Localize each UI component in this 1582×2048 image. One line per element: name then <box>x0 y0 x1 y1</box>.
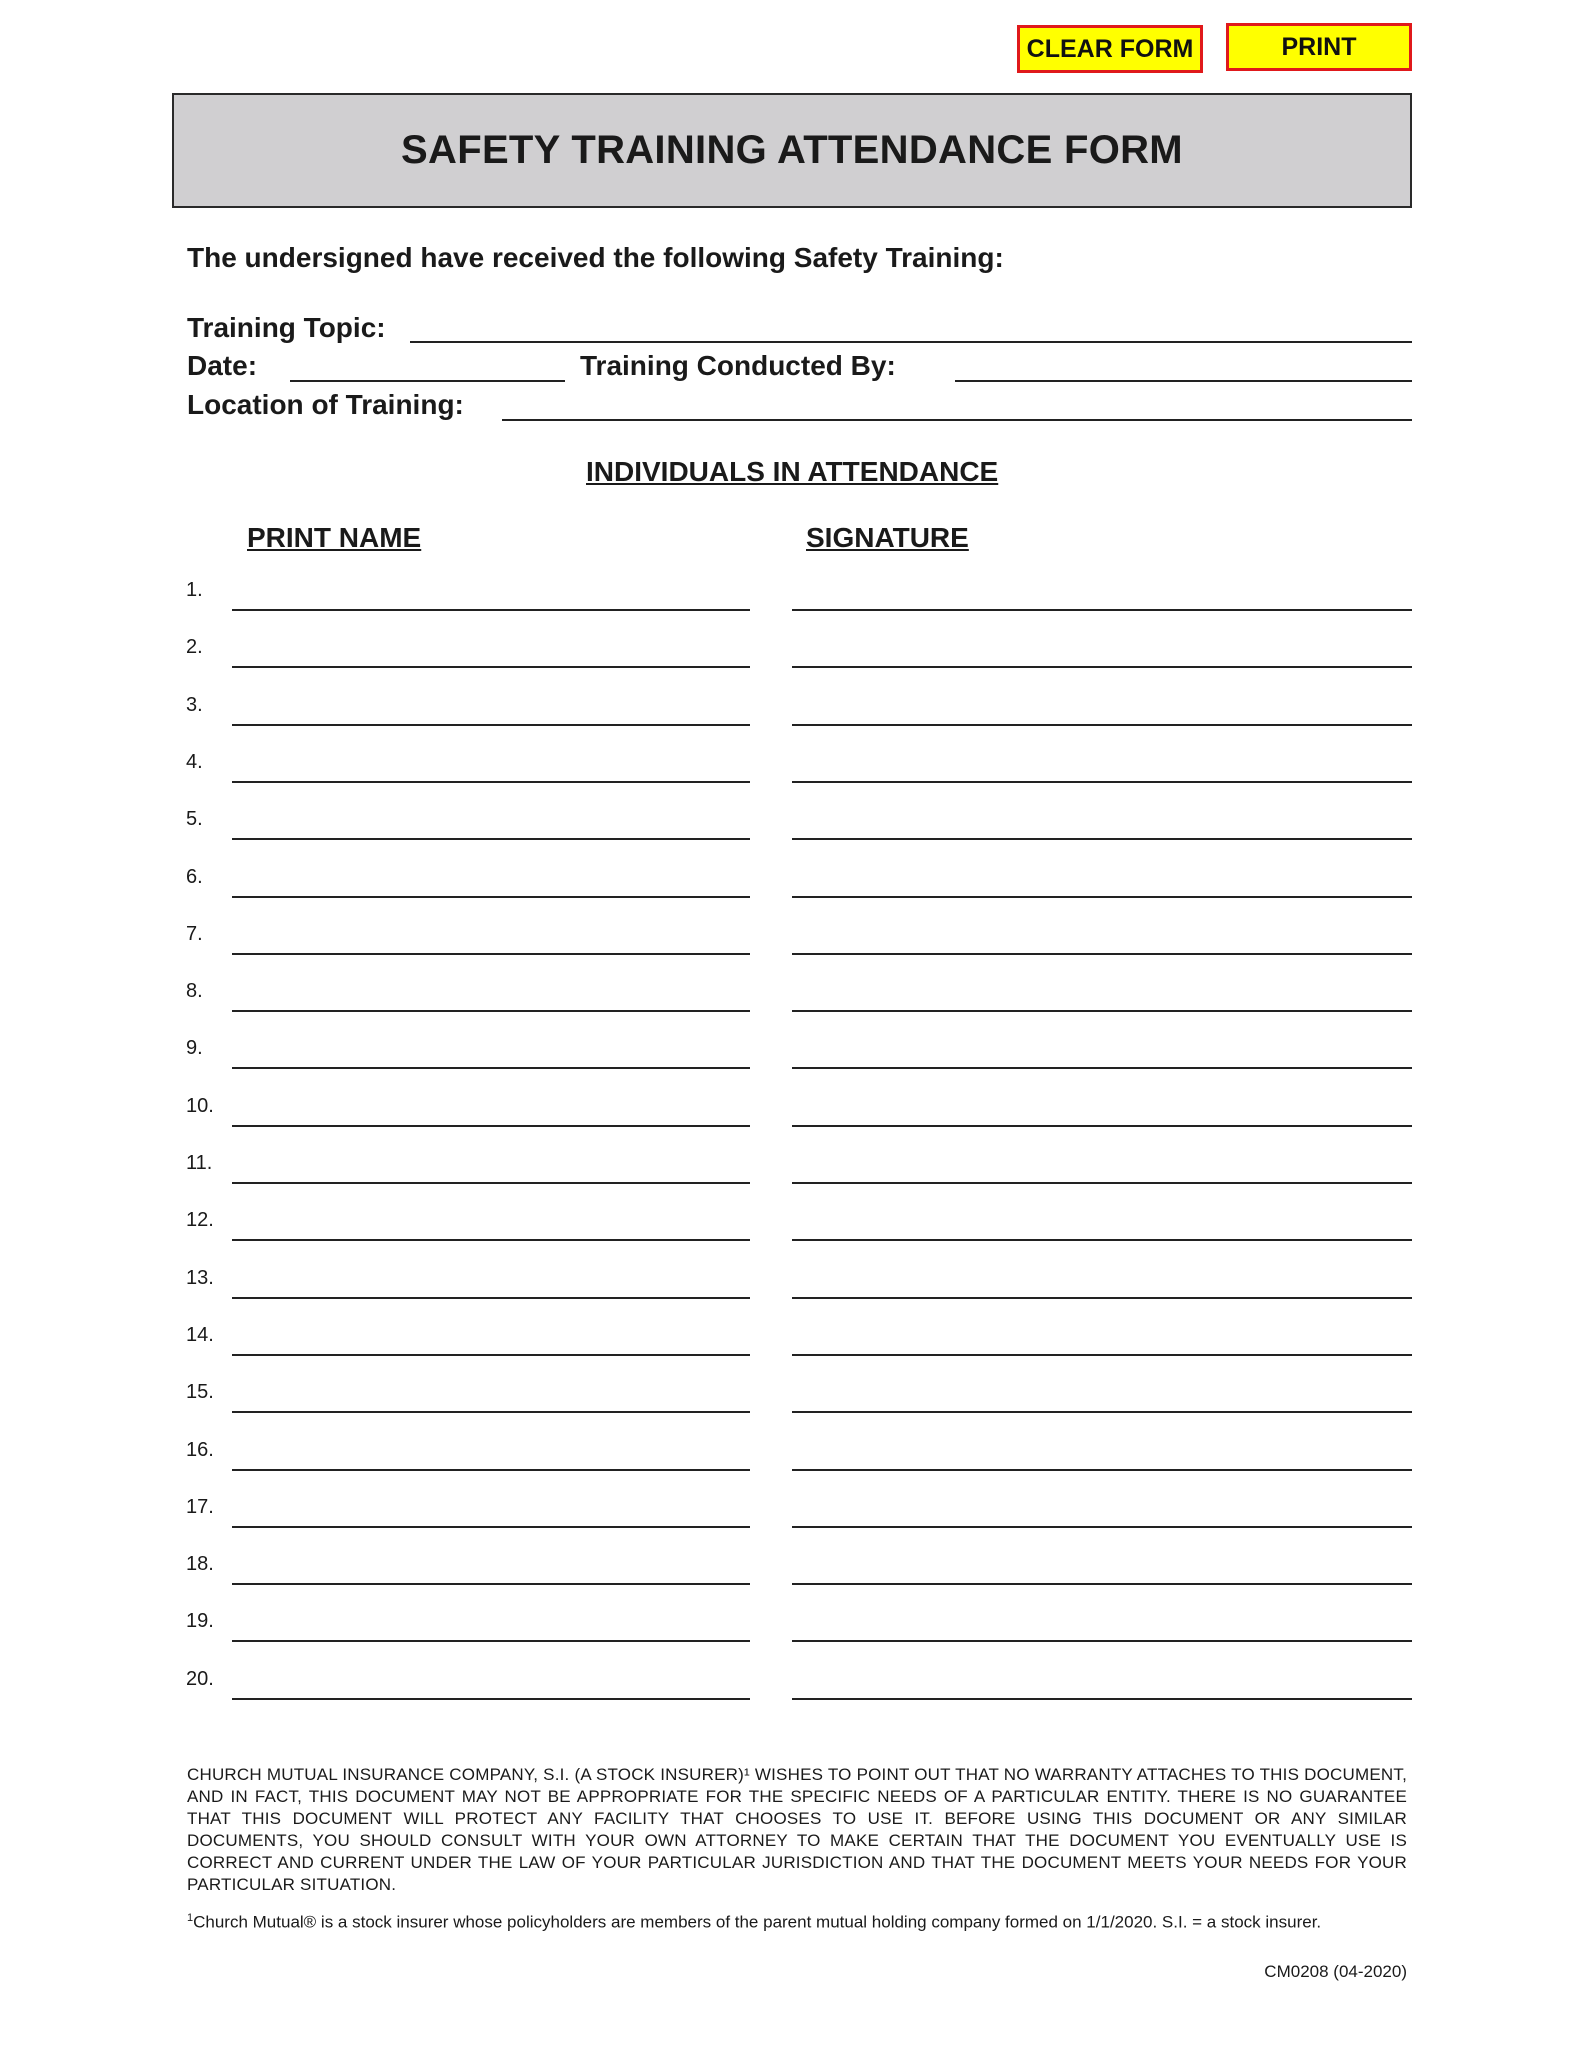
print-name-field[interactable] <box>232 666 750 668</box>
attendee-row <box>0 972 1582 1012</box>
attendee-row <box>0 1259 1582 1299</box>
attendance-heading: INDIVIDUALS IN ATTENDANCE <box>586 456 999 487</box>
print-name-field[interactable] <box>232 1067 750 1069</box>
intro-text: The undersigned have received the following Safety Training: <box>187 242 1004 273</box>
attendee-row <box>0 1602 1582 1642</box>
signature-field[interactable] <box>792 1125 1412 1127</box>
signature-field[interactable] <box>792 666 1412 668</box>
attendee-row <box>0 1144 1582 1184</box>
row-number: 8. <box>186 980 203 1003</box>
signature-field[interactable] <box>792 838 1412 840</box>
attendee-row <box>0 1660 1582 1700</box>
signature-field[interactable] <box>792 1010 1412 1012</box>
row-number: 3. <box>186 693 203 716</box>
print-name-field[interactable] <box>232 838 750 840</box>
row-number: 15. <box>186 1381 214 1404</box>
print-name-field[interactable] <box>232 1125 750 1127</box>
row-number: 18. <box>186 1553 214 1576</box>
attendee-row <box>0 1373 1582 1413</box>
location-field[interactable] <box>502 419 1412 421</box>
row-number: 11. <box>186 1152 213 1174</box>
print-name-field[interactable] <box>232 953 750 955</box>
signature-field[interactable] <box>792 781 1412 783</box>
date-label: Date: <box>187 350 258 381</box>
signature-field[interactable] <box>792 1411 1412 1413</box>
attendee-row <box>0 1431 1582 1471</box>
print-name-field[interactable] <box>232 896 750 898</box>
attendee-row <box>0 571 1582 611</box>
location-label: Location of Training: <box>187 389 464 420</box>
row-number: 19. <box>186 1610 214 1633</box>
signature-field[interactable] <box>792 1698 1412 1700</box>
print-name-field[interactable] <box>232 1411 750 1413</box>
signature-field[interactable] <box>792 1469 1412 1471</box>
conducted-by-label: Training Conducted By: <box>580 350 896 381</box>
print-name-field[interactable] <box>232 1526 750 1528</box>
row-number: 14. <box>186 1323 214 1346</box>
row-number: 12. <box>186 1209 214 1232</box>
signature-field[interactable] <box>792 1297 1412 1299</box>
training-topic-label: Training Topic: <box>187 312 386 343</box>
attendee-row <box>0 1316 1582 1356</box>
attendee-row <box>0 915 1582 955</box>
attendee-row <box>0 686 1582 726</box>
signature-field[interactable] <box>792 1239 1412 1241</box>
form-code: CM0208 (04-2020) <box>1264 1962 1407 1981</box>
signature-field[interactable] <box>792 1067 1412 1069</box>
signature-field[interactable] <box>792 1583 1412 1585</box>
attendee-row <box>0 743 1582 783</box>
clear-form-button[interactable]: CLEAR FORM <box>1017 25 1203 73</box>
signature-field[interactable] <box>792 1526 1412 1528</box>
print-name-field[interactable] <box>232 609 750 611</box>
print-name-field[interactable] <box>232 1297 750 1299</box>
signature-field[interactable] <box>792 724 1412 726</box>
row-number: 1. <box>186 579 203 601</box>
print-button[interactable]: PRINT <box>1226 23 1412 71</box>
print-name-field[interactable] <box>232 1354 750 1356</box>
row-number: 16. <box>186 1438 214 1461</box>
title-banner <box>172 93 1412 208</box>
row-number: 17. <box>186 1495 214 1518</box>
footnote <box>187 1912 1321 1933</box>
print-name-field[interactable] <box>232 724 750 726</box>
print-name-field[interactable] <box>232 1469 750 1471</box>
print-name-field[interactable] <box>232 1640 750 1642</box>
signature-field[interactable] <box>792 609 1412 611</box>
print-name-field[interactable] <box>232 1239 750 1241</box>
attendee-row <box>0 1087 1582 1127</box>
signature-field[interactable] <box>792 896 1412 898</box>
disclaimer-text: CHURCH MUTUAL INSURANCE COMPANY, S.I. (A STOCK INSURER)¹ WISHES TO POINT OUT THAT NO WARRANTY ATTACHES TO THIS DOCUMENT, AND IN FACT, THIS DOCUMENT MAY NOT BE APPROPRIATE FOR THE SPECIFIC NEEDS OF A PARTICULAR ENTITY. THERE IS NO GUARANTEE THAT THIS DOCUMENT WILL PROTECT ANY FACILITY THAT CHOOSES TO USE IT. BEFORE USING THIS DOCUMENT OR ANY SIMILAR DOCUMENTS, YOU SHOULD CONSULT WITH YOUR OWN ATTORNEY TO MAKE CERTAIN THAT THE DOCUMENT YOU EVENTUALLY USE IS CORRECT AND CURRENT UNDER THE LAW OF YOUR PARTICULAR JURISDICTION AND THAT THE DOCUMENT MEETS YOUR NEEDS FOR YOUR PARTICULAR SITUATION. <box>187 1765 1407 1894</box>
signature-heading: SIGNATURE <box>806 522 969 553</box>
attendee-row <box>0 800 1582 840</box>
row-number: 2. <box>186 636 203 659</box>
row-number: 4. <box>186 750 203 773</box>
row-number: 10. <box>186 1094 214 1117</box>
row-number: 13. <box>186 1266 214 1289</box>
signature-field[interactable] <box>792 1182 1412 1184</box>
conducted-by-field[interactable] <box>955 380 1412 382</box>
print-name-heading: PRINT NAME <box>247 522 422 553</box>
training-topic-field[interactable] <box>410 341 1412 343</box>
attendee-row <box>0 1488 1582 1528</box>
attendee-row <box>0 1029 1582 1069</box>
attendee-row <box>0 1201 1582 1241</box>
footnote-marker: 1 <box>187 1912 194 1924</box>
date-field[interactable] <box>290 380 565 382</box>
attendee-row <box>0 628 1582 668</box>
signature-field[interactable] <box>792 1354 1412 1356</box>
print-name-field[interactable] <box>232 1698 750 1700</box>
row-number: 7. <box>186 922 203 945</box>
print-name-field[interactable] <box>232 1010 750 1012</box>
row-number: 6. <box>186 865 203 888</box>
form-title: SAFETY TRAINING ATTENDANCE FORM <box>401 128 1183 172</box>
footnote-text: Church Mutual® is a stock insurer whose policyholders are members of the parent mutual holding company formed on 1/1/2020. S.I. = a stock insurer. <box>193 1912 1322 1932</box>
print-name-field[interactable] <box>232 1583 750 1585</box>
row-number: 20. <box>186 1667 214 1690</box>
signature-field[interactable] <box>792 953 1412 955</box>
row-number: 9. <box>186 1037 203 1060</box>
row-number: 5. <box>186 808 203 831</box>
print-name-field[interactable] <box>232 781 750 783</box>
print-name-field[interactable] <box>232 1182 750 1184</box>
signature-field[interactable] <box>792 1640 1412 1642</box>
attendee-row <box>0 1545 1582 1585</box>
attendee-row <box>0 858 1582 898</box>
